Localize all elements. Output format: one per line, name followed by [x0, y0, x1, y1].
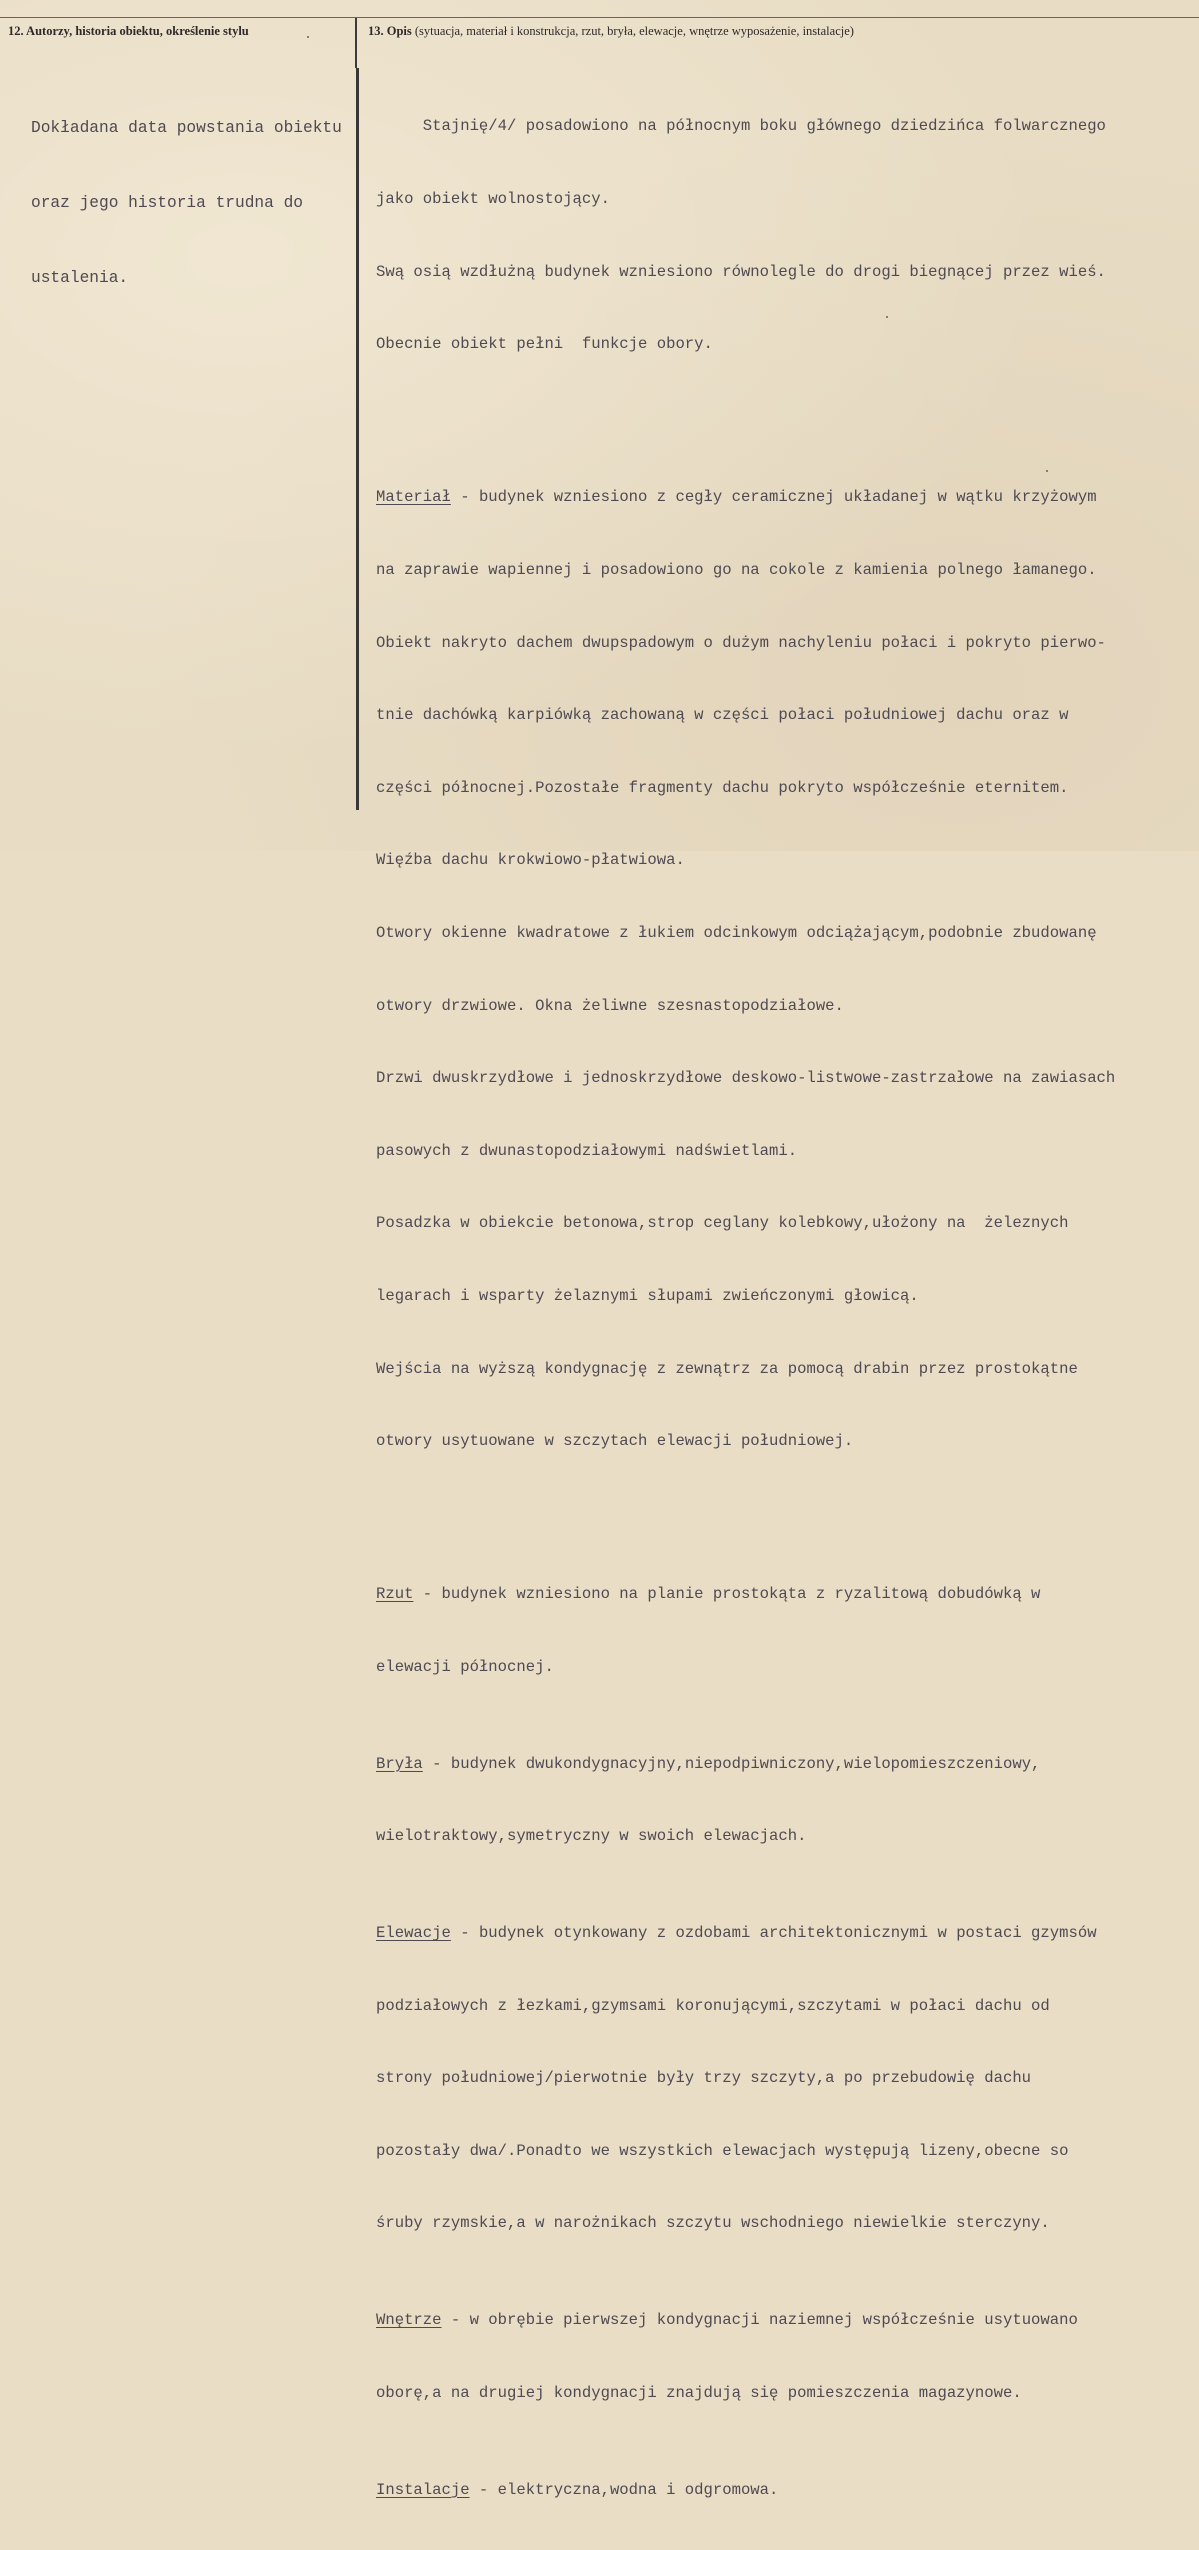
material-first-text: - budynek wzniesiono z cegły ceramicznej układanej w wątku krzyżowym: [450, 488, 1097, 507]
history-line: Dokładana data powstania obiektu: [31, 119, 342, 137]
intro-line: Obecnie obiekt pełni funkcje obory.: [376, 335, 713, 354]
rzut-label: Rzut: [376, 1585, 414, 1604]
material-line: otwory usytuowane w szczytach elewacji południowej.: [376, 1432, 854, 1451]
section-13-title: 13. Opis: [368, 24, 412, 38]
material-label: Materiał: [376, 488, 451, 507]
paragraph-gap: [376, 1502, 1191, 1510]
history-text: [31, 66, 351, 341]
bryla-label: Bryła: [376, 1754, 423, 1773]
history-line: ustalenia.: [31, 269, 129, 287]
material-line: otwory drzwiowe. Okna żeliwne szesnastopodziałowe.: [376, 996, 844, 1015]
instalacje-label: Instalacje: [376, 2480, 470, 2499]
material-line: Posadzka w obiekcie betonowa,strop ceglany kolebkowy,ułożony na żeleznych: [376, 1214, 1069, 1233]
instalacje-first-text: - elektryczna,wodna i odgromowa.: [469, 2480, 779, 2499]
rzut-first-text: - budynek wzniesiono na planie prostokąta z ryzalitową dobudówką w: [413, 1585, 1041, 1604]
description-text: [376, 66, 1191, 2550]
material-first-line: [376, 485, 1191, 509]
wnetrze-first-text: - w obrębie pierwszej kondygnacji naziemnej współcześnie usytuowano: [441, 2311, 1078, 2330]
material-line: Obiekt nakryto dachem dwupspadowym o dużym nachyleniu połaci i pokryto pierwo-: [376, 633, 1106, 652]
elewacje-line: pozostały dwa/.Ponadto we wszystkich elewacjach występują lizeny,obecne so: [376, 2141, 1069, 2160]
bryla-first-line: [376, 1752, 1191, 1776]
rzut-line: elewacji północnej.: [376, 1657, 554, 1676]
column-divider-top: [355, 18, 357, 68]
material-line: części północnej.Pozostałe fragmenty dachu pokryto współcześnie eternitem.: [376, 778, 1069, 797]
elewacje-line: strony południowej/pierwotnie były trzy szczyty,a po przebudowię dachu: [376, 2069, 1032, 2088]
paragraph-gap: [376, 405, 1191, 413]
section-13-header: [368, 24, 854, 39]
material-line: Wejścia na wyższą kondygnację z zewnątrz za pomocą drabin przez prostokątne: [376, 1359, 1078, 1378]
material-line: Więźba dachu krokwiowo-płatwiowa.: [376, 851, 685, 870]
material-line: legarach i wsparty żelaznymi słupami zwieńczonymi głowicą.: [376, 1286, 919, 1305]
paper-speck: [886, 316, 888, 318]
intro-line: Stajnię/4/ posadowiono na północnym boku głównego dziedzińca folwarcznego: [376, 117, 1106, 136]
column-divider: [356, 68, 359, 810]
wnetrze-line: oborę,a na drugiej kondygnacji znajdują się pomieszczenia magazynowe.: [376, 2383, 1022, 2402]
elewacje-line: śruby rzymskie,a w narożnikach szczytu wschodniego niewielkie sterczyny.: [376, 2214, 1050, 2233]
elewacje-line: podziałowych z łezkami,gzymsami koronującymi,szczytami w połaci dachu od: [376, 1996, 1050, 2015]
history-line: oraz jego historia trudna do: [31, 194, 303, 212]
section-12-header: 12. Autorzy, historia obiektu, określenie stylu: [8, 24, 249, 38]
section-13-subtitle: (sytuacja, materiał i konstrukcja, rzut, bryła, elewacje, wnętrze wyposażenie, instalacje): [414, 24, 854, 38]
bryla-line: wielotraktowy,symetryczny w swoich elewacjach.: [376, 1827, 807, 1846]
material-line: na zaprawie wapiennej i posadowiono go na cokole z kamienia polnego łamanego.: [376, 560, 1097, 579]
wnetrze-first-line: [376, 2308, 1191, 2332]
paper-speck: [307, 36, 309, 38]
bryla-first-text: - budynek dwukondygnacyjny,niepodpiwniczony,wielopomieszczeniowy,: [422, 1754, 1041, 1773]
top-rule: [0, 17, 1199, 18]
elewacje-first-line: [376, 1921, 1191, 1945]
wnetrze-label: Wnętrze: [376, 2311, 442, 2330]
intro-line: jako obiekt wolnostojący.: [376, 190, 610, 208]
material-line: tnie dachówką karpiówką zachowaną w części połaci południowej dachu oraz w: [376, 706, 1069, 725]
rzut-first-line: [376, 1582, 1191, 1606]
material-line: pasowych z dwunastopodziałowymi nadświetlami.: [376, 1141, 798, 1160]
material-line: Otwory okienne kwadratowe z łukiem odcinkowym odciążającym,podobnie zbudowanę: [376, 923, 1097, 942]
instalacje-first-line: [376, 2478, 1191, 2502]
elewacje-first-text: - budynek otynkowany z ozdobami architektonicznymi w postaci gzymsów: [450, 1924, 1097, 1943]
paper-speck: [1046, 470, 1048, 472]
intro-line: Swą osią wzdłużną budynek wzniesiono równolegle do drogi biegnącej przez wieś.: [376, 262, 1106, 281]
elewacje-label: Elewacje: [376, 1924, 451, 1943]
material-line: Drzwi dwuskrzydłowe i jednoskrzydłowe deskowo-listwowe-zastrzałowe na zawiasach: [376, 1069, 1116, 1088]
